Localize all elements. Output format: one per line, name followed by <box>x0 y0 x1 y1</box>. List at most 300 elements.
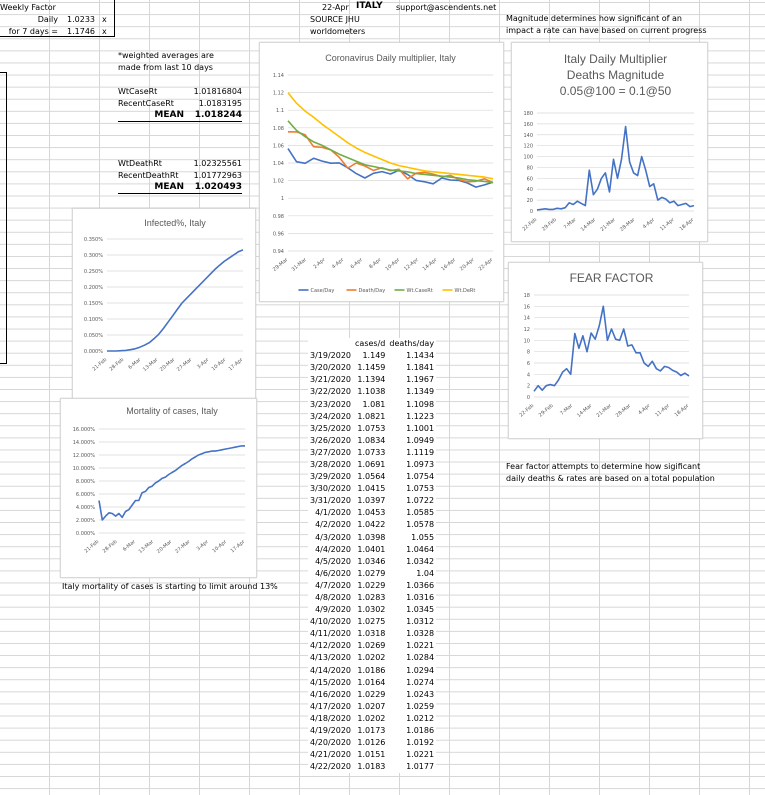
mean-death-label: MEAN <box>154 182 184 192</box>
mean-case-underline <box>118 121 242 122</box>
table-cell-date[interactable]: 4/15/2020 <box>310 677 352 687</box>
chart-daily-multiplier <box>259 42 504 302</box>
recent-death-value: 1.01772963 <box>193 171 242 180</box>
x-tick-label: 8-Apr <box>368 256 383 271</box>
legend-entry: Wt.DeRt <box>454 288 476 294</box>
weighted-note-1: *weighted averages are <box>118 51 214 60</box>
table-cell-date[interactable]: 4/17/2020 <box>310 701 352 711</box>
x-tick-label: 4-Apr <box>641 216 657 231</box>
y-tick-label: 14.000% <box>72 440 95 446</box>
x-tick-label: 2-Apr <box>312 256 327 271</box>
y-tick-label: 1.1 <box>276 108 284 115</box>
table-cell-date[interactable]: 3/28/2020 <box>310 459 352 469</box>
table-row <box>308 362 436 374</box>
fear-note-2: daily deaths & rates are based on a total population <box>506 474 715 483</box>
table-cell-deaths[interactable]: 1.0464 <box>406 544 435 554</box>
table-row <box>308 483 436 495</box>
chart-infected <box>72 208 256 402</box>
table-cell-cases[interactable]: 1.0279 <box>357 568 386 578</box>
table-cell-cases[interactable]: 1.0126 <box>357 738 386 748</box>
x-tick-label: 29-Feb <box>541 216 558 233</box>
table-cell-date[interactable]: 3/19/2020 <box>310 351 352 361</box>
table-row <box>308 459 436 471</box>
rates-table <box>308 338 436 773</box>
series-line-0 <box>534 306 689 391</box>
y-tick-label: 8 <box>526 349 530 356</box>
y-tick-label: 16.000% <box>72 427 95 433</box>
table-cell-cases[interactable]: 1.0229 <box>357 689 386 699</box>
table-cell-date[interactable]: 4/2/2020 <box>315 520 352 530</box>
chart-title: FEAR FACTOR <box>569 271 654 285</box>
y-tick-label: 0.350% <box>83 237 103 243</box>
table-row <box>308 423 436 435</box>
chart-subtitle1: Deaths Magnitude <box>566 68 665 82</box>
magnitude-note-2: impact a rate can have based on current progress <box>506 26 707 35</box>
legend-entry: Case/Day <box>310 288 335 294</box>
y-tick-label: 0.000% <box>83 349 103 355</box>
seven-days-label: for 7 days = <box>8 27 58 36</box>
mean-death-underline <box>118 193 242 194</box>
x-tick-label: 13-Mar <box>141 356 160 373</box>
series-line-3 <box>288 93 493 179</box>
legend-entry: Wt.CaseRt <box>406 288 433 294</box>
table-row <box>308 725 436 737</box>
y-tick-label: 1.14 <box>272 73 284 79</box>
table-row <box>308 713 436 725</box>
table-cell-cases[interactable]: 1.0173 <box>357 726 386 736</box>
table-cell-cases[interactable]: 1.0564 <box>357 472 386 482</box>
table-cell-deaths[interactable]: 1.0754 <box>406 472 435 482</box>
header-country: ITALY <box>356 1 383 11</box>
y-tick-label: 0.100% <box>83 317 103 323</box>
x-tick-label: 21-Feb <box>83 538 101 555</box>
table-cell-date[interactable]: 4/11/2020 <box>310 629 352 639</box>
y-tick-label: 0.98 <box>272 213 284 220</box>
table-cell-cases[interactable]: 1.1038 <box>357 387 386 397</box>
table-cell-cases[interactable]: 1.0275 <box>357 617 386 627</box>
table-cell-date[interactable]: 4/1/2020 <box>315 508 352 518</box>
table-cell-deaths[interactable]: 1.0177 <box>406 762 435 772</box>
table-row <box>308 592 436 604</box>
table-cell-date[interactable]: 4/7/2020 <box>315 580 352 590</box>
table-cell-deaths[interactable]: 1.1434 <box>406 351 435 361</box>
y-tick-label: 0 <box>526 395 530 401</box>
daily-value: 1.0233 <box>67 15 95 24</box>
table-cell-date[interactable]: 4/18/2020 <box>310 713 352 723</box>
table-cell-deaths[interactable]: 1.0312 <box>406 617 435 627</box>
x-tick-label: 14-Apr <box>421 256 439 273</box>
mean-case-label: MEAN <box>154 110 184 120</box>
y-tick-label: 180 <box>523 111 533 117</box>
table-cell-date[interactable]: 4/16/2020 <box>310 689 352 699</box>
table-cell-date[interactable]: 3/30/2020 <box>310 484 352 494</box>
table-cell-date[interactable]: 4/6/2020 <box>315 568 352 578</box>
table-cell-cases[interactable]: 1.0164 <box>357 677 386 687</box>
table-cell-date[interactable]: 4/8/2020 <box>315 593 352 603</box>
table-cell-date[interactable]: 3/20/2020 <box>310 363 352 373</box>
table-cell-cases[interactable]: 1.0834 <box>357 435 386 445</box>
y-tick-label: 4 <box>526 372 530 379</box>
table-header-deaths: deaths/day <box>389 339 435 349</box>
table-row <box>308 604 436 616</box>
y-tick-label: 0.050% <box>83 333 103 339</box>
mortality-note: Italy mortality of cases is starting to limit around 13% <box>62 582 278 591</box>
y-tick-label: 1.08 <box>272 125 284 132</box>
y-tick-label: 0.96 <box>272 231 284 238</box>
table-row <box>308 519 436 531</box>
table-cell-date[interactable]: 4/14/2020 <box>310 665 352 675</box>
table-cell-date[interactable]: 3/23/2020 <box>310 399 352 409</box>
table-row <box>308 495 436 507</box>
fear-note-1: Fear factor attempts to determine how sigificant <box>506 462 701 471</box>
table-row <box>308 737 436 749</box>
table-cell-cases[interactable]: 1.0422 <box>357 520 386 530</box>
y-tick-label: 1.12 <box>272 90 284 97</box>
y-tick-label: 0.150% <box>83 301 103 307</box>
table-cell-cases[interactable]: 1.1394 <box>357 375 386 385</box>
table-cell-deaths[interactable]: 1.0585 <box>406 508 435 518</box>
x-tick-label: 4-Apr <box>330 256 346 271</box>
y-tick-label: 0.94 <box>272 249 284 255</box>
left-bracket-border <box>0 72 7 364</box>
series-line-0 <box>107 250 243 351</box>
x-tick-label: 27-Mar <box>174 538 192 555</box>
x-tick-label: 22-Apr <box>477 256 495 273</box>
mean-death-value: 1.020493 <box>194 182 242 192</box>
x-tick-label: 13-Mar <box>137 538 156 555</box>
table-cell-date[interactable]: 3/21/2020 <box>310 375 352 385</box>
magnitude-note-1: Magnitude determines how significant of an <box>506 14 682 23</box>
table-cell-deaths[interactable]: 1.0722 <box>406 496 435 506</box>
x-tick-label: 22-Feb <box>521 216 539 233</box>
series-line-0 <box>537 127 694 210</box>
wt-case-value: 1.01816804 <box>193 87 242 96</box>
table-cell-cases[interactable]: 1.0318 <box>357 629 386 639</box>
table-row <box>308 507 436 519</box>
table-cell-deaths[interactable]: 1.0284 <box>406 653 435 663</box>
table-cell-cases[interactable]: 1.0397 <box>357 496 386 506</box>
table-cell-cases[interactable]: 1.0207 <box>357 701 386 711</box>
seven-days-unit: x <box>102 27 107 36</box>
header-source2: worldometers <box>310 27 366 36</box>
table-cell-deaths[interactable]: 1.0949 <box>406 435 435 445</box>
x-tick-label: 29-Mar <box>271 256 290 273</box>
y-tick-label: 80 <box>526 165 533 172</box>
table-row <box>308 471 436 483</box>
x-tick-label: 14-Mar <box>576 402 594 419</box>
table-row <box>308 374 436 386</box>
table-cell-cases[interactable]: 1.0186 <box>357 665 386 675</box>
x-tick-label: 20-Mar <box>158 356 177 373</box>
table-cell-deaths[interactable]: 1.0243 <box>406 689 435 699</box>
table-row <box>308 411 436 423</box>
chart-fear-factor-svg <box>509 263 702 438</box>
table-row <box>308 701 436 713</box>
x-tick-label: 10-Apr <box>211 538 229 555</box>
x-tick-label: 6-Mar <box>121 538 137 553</box>
chart-mortality <box>60 398 257 578</box>
table-cell-date[interactable]: 3/29/2020 <box>310 472 352 482</box>
table-cell-deaths[interactable]: 1.0366 <box>406 580 435 590</box>
x-tick-label: 6-Mar <box>127 356 143 371</box>
table-row <box>308 616 436 628</box>
table-cell-date[interactable]: 3/26/2020 <box>310 435 352 445</box>
table-cell-deaths[interactable]: 1.04 <box>416 568 435 578</box>
table-cell-deaths[interactable]: 1.0259 <box>406 701 435 711</box>
table-cell-deaths[interactable]: 1.0274 <box>406 677 435 687</box>
table-cell-deaths[interactable]: 1.0328 <box>406 629 435 639</box>
y-tick-label: 0.300% <box>83 253 103 259</box>
table-cell-date[interactable]: 4/5/2020 <box>315 556 352 566</box>
header-email[interactable]: support@ascendents.net <box>396 3 497 12</box>
table-cell-date[interactable]: 3/24/2020 <box>310 411 352 421</box>
table-row <box>308 665 436 677</box>
chart-magnitude-svg <box>512 43 707 241</box>
chart-fear-factor <box>508 262 703 439</box>
weighted-note-2: made from last 10 days <box>118 63 213 72</box>
table-row <box>308 580 436 592</box>
x-tick-label: 11-Apr <box>658 216 676 233</box>
mean-case-value: 1.018244 <box>194 110 242 120</box>
y-tick-label: 14 <box>523 315 530 322</box>
table-cell-date[interactable]: 4/9/2020 <box>315 605 352 615</box>
table-cell-cases[interactable]: 1.0346 <box>357 556 386 566</box>
weekly-border-bottom <box>0 36 115 37</box>
table-row <box>308 640 436 652</box>
table-cell-deaths[interactable]: 1.1967 <box>406 375 435 385</box>
x-tick-label: 17-Apr <box>227 356 245 373</box>
y-tick-label: 12 <box>523 327 530 333</box>
x-tick-label: 18-Apr <box>678 216 696 233</box>
table-cell-deaths[interactable]: 1.0753 <box>406 484 435 494</box>
y-tick-label: 1.04 <box>272 161 284 167</box>
x-tick-label: 21-Mar <box>595 402 613 419</box>
table-cell-deaths[interactable]: 1.0221 <box>406 641 435 651</box>
x-tick-label: 17-Apr <box>229 538 247 555</box>
series-line-0 <box>288 149 493 188</box>
table-row <box>308 689 436 701</box>
table-cell-cases[interactable]: 1.0415 <box>357 484 386 494</box>
x-tick-label: 22-Feb <box>518 402 536 419</box>
table-row <box>308 568 436 580</box>
table-cell-cases[interactable]: 1.0453 <box>357 508 386 518</box>
table-row <box>308 652 436 664</box>
chart-infected-svg <box>73 209 255 401</box>
table-cell-deaths[interactable]: 1.055 <box>411 532 435 542</box>
table-header-blank <box>308 338 353 350</box>
table-cell-cases[interactable]: 1.149 <box>362 351 386 361</box>
table-row <box>308 447 436 459</box>
table-row <box>308 677 436 689</box>
table-cell-deaths[interactable]: 1.0345 <box>406 605 435 615</box>
x-tick-label: 21-Feb <box>91 356 109 373</box>
table-cell-deaths[interactable]: 1.0294 <box>406 665 435 675</box>
recent-death-label: RecentDeathRt <box>118 171 179 180</box>
table-cell-date[interactable]: 4/13/2020 <box>310 653 352 663</box>
table-row <box>308 556 436 568</box>
seven-days-value: 1.1746 <box>67 27 95 36</box>
x-tick-label: 12-Apr <box>403 256 420 273</box>
daily-unit: x <box>102 15 107 24</box>
table-row <box>308 398 436 410</box>
table-cell-date[interactable]: 4/21/2020 <box>310 750 352 760</box>
daily-label: Daily <box>37 15 58 24</box>
table-cell-date[interactable]: 4/20/2020 <box>310 738 352 748</box>
x-tick-label: 3-Apr <box>196 356 211 371</box>
x-tick-label: 10-Apr <box>210 356 228 373</box>
table-row <box>308 532 436 544</box>
chart-title: Italy Daily Multiplier <box>563 52 668 66</box>
chart-daily-multiplier-svg <box>260 43 503 301</box>
table-row <box>308 761 436 773</box>
y-tick-label: 0.250% <box>83 269 103 275</box>
table-cell-date[interactable]: 3/22/2020 <box>310 387 352 397</box>
table-cell-deaths[interactable]: 1.0192 <box>406 738 435 748</box>
table-cell-deaths[interactable]: 1.0186 <box>406 726 435 736</box>
table-cell-deaths[interactable]: 1.0578 <box>406 520 435 530</box>
series-line-0 <box>99 446 245 520</box>
x-tick-label: 4-Apr <box>637 402 652 417</box>
y-tick-label: 1 <box>280 196 284 203</box>
table-cell-cases[interactable]: 1.0202 <box>357 653 386 663</box>
y-tick-label: 100 <box>523 154 533 161</box>
table-cell-deaths[interactable]: 1.1098 <box>406 399 435 409</box>
table-cell-cases[interactable]: 1.0151 <box>357 750 386 760</box>
y-tick-label: 8.000% <box>75 479 95 485</box>
y-tick-label: 0.000% <box>75 531 95 537</box>
table-cell-date[interactable]: 4/4/2020 <box>315 544 352 554</box>
table-header-cases: cases/d <box>355 339 386 349</box>
table-cell-cases[interactable]: 1.0229 <box>357 580 386 590</box>
wt-death-label: WtDeathRt <box>118 159 162 168</box>
wt-death-value: 1.02325561 <box>193 159 242 168</box>
table-cell-date[interactable]: 4/22/2020 <box>310 762 352 772</box>
table-row <box>308 386 436 398</box>
table-cell-date[interactable]: 4/19/2020 <box>310 726 352 736</box>
weekly-border-right <box>114 0 115 36</box>
table-cell-cases[interactable]: 1.0733 <box>357 447 386 457</box>
y-tick-label: 120 <box>523 143 533 150</box>
y-tick-label: 0.200% <box>83 285 103 291</box>
x-tick-label: 27-Mar <box>175 356 194 373</box>
table-cell-cases[interactable]: 1.0691 <box>357 459 386 469</box>
recent-case-label: RecentCaseRt <box>118 99 174 108</box>
y-tick-label: 2 <box>526 383 530 390</box>
table-cell-deaths[interactable]: 1.0316 <box>406 593 435 603</box>
weekly-factor-label: Weekly Factor <box>0 3 56 12</box>
x-tick-label: 11-Apr <box>654 402 671 419</box>
chart-subtitle2: 0.05@100 = 0.1@50 <box>559 84 672 98</box>
table-cell-cases[interactable]: 1.0753 <box>357 423 386 433</box>
x-tick-label: 7-Mar <box>562 216 578 231</box>
table-cell-deaths[interactable]: 1.0221 <box>406 750 435 760</box>
y-tick-label: 1.06 <box>272 143 284 150</box>
x-tick-label: 18-Apr <box>673 402 691 419</box>
chart-title: Infected%, Italy <box>144 218 206 228</box>
table-cell-deaths[interactable]: 1.0973 <box>406 459 435 469</box>
table-cell-cases[interactable]: 1.1459 <box>357 363 386 373</box>
table-cell-cases[interactable]: 1.0401 <box>357 544 386 554</box>
table-cell-cases[interactable]: 1.0269 <box>357 641 386 651</box>
table-cell-date[interactable]: 4/10/2020 <box>310 617 352 627</box>
x-tick-label: 31-Mar <box>290 256 308 273</box>
x-tick-label: 16-Apr <box>440 256 458 273</box>
x-tick-label: 29-Feb <box>537 402 555 419</box>
table-cell-deaths[interactable]: 1.0342 <box>406 556 435 566</box>
x-tick-label: 3-Apr <box>195 538 210 553</box>
table-cell-cases[interactable]: 1.0183 <box>357 762 386 772</box>
table-cell-cases[interactable]: 1.0398 <box>357 532 386 542</box>
chart-mortality-svg <box>61 399 256 577</box>
y-tick-label: 20 <box>526 198 533 205</box>
table-cell-cases[interactable]: 1.0283 <box>357 593 386 603</box>
x-tick-label: 7-Mar <box>559 402 575 417</box>
y-tick-label: 12.000% <box>72 453 95 459</box>
legend-entry: Death/Day <box>358 288 386 294</box>
x-tick-label: 20-Apr <box>458 256 476 273</box>
table-cell-deaths[interactable]: 1.1119 <box>406 447 435 457</box>
chart-magnitude <box>511 42 708 242</box>
y-tick-label: 140 <box>523 132 533 139</box>
y-tick-label: 1.02 <box>272 178 284 185</box>
header-source: SOURCE JHU <box>310 15 360 24</box>
table-cell-deaths[interactable]: 1.1349 <box>406 387 435 397</box>
table-cell-deaths[interactable]: 1.1223 <box>406 411 435 421</box>
x-tick-label: 14-Mar <box>579 216 598 233</box>
table-cell-cases[interactable]: 1.0302 <box>357 605 386 615</box>
y-tick-label: 40 <box>526 187 533 194</box>
table-row <box>308 544 436 556</box>
y-tick-label: 0 <box>529 209 533 215</box>
x-tick-label: 6-Apr <box>349 256 364 271</box>
y-tick-label: 60 <box>526 176 533 183</box>
y-tick-label: 6.000% <box>75 492 95 498</box>
table-cell-deaths[interactable]: 1.1001 <box>406 423 435 433</box>
table-cell-date[interactable]: 3/31/2020 <box>310 496 352 506</box>
header-date: 22-Apr <box>322 3 349 12</box>
table-row <box>308 350 436 362</box>
table-cell-cases[interactable]: 1.081 <box>362 399 386 409</box>
y-tick-label: 160 <box>523 121 533 128</box>
table-cell-cases[interactable]: 1.0821 <box>357 411 386 421</box>
table-row <box>308 435 436 447</box>
recent-case-value: 1.0183195 <box>198 99 242 108</box>
table-cell-deaths[interactable]: 1.0212 <box>406 713 435 723</box>
table-cell-date[interactable]: 4/3/2020 <box>315 532 352 542</box>
x-tick-label: 28-Mar <box>619 216 637 233</box>
table-cell-date[interactable]: 3/25/2020 <box>310 423 352 433</box>
y-tick-label: 10.000% <box>72 466 95 472</box>
x-tick-label: 28-Feb <box>108 356 126 373</box>
x-tick-label: 20-Mar <box>155 538 174 555</box>
x-tick-label: 28-Mar <box>614 402 633 419</box>
y-tick-label: 16 <box>523 304 530 311</box>
table-cell-date[interactable]: 3/27/2020 <box>310 447 352 457</box>
table-row <box>308 628 436 640</box>
x-tick-label: 28-Feb <box>101 538 119 555</box>
x-tick-label: 10-Apr <box>384 256 402 273</box>
y-tick-label: 2.000% <box>75 518 95 524</box>
wt-case-label: WtCaseRt <box>118 87 158 96</box>
table-cell-deaths[interactable]: 1.1841 <box>406 363 435 373</box>
y-tick-label: 6 <box>526 361 530 367</box>
y-tick-label: 4.000% <box>75 505 95 511</box>
y-tick-label: 10 <box>523 338 530 345</box>
table-cell-date[interactable]: 4/12/2020 <box>310 641 352 651</box>
table-cell-cases[interactable]: 1.0202 <box>357 713 386 723</box>
x-tick-label: 21-Mar <box>599 216 617 233</box>
chart-title: Mortality of cases, Italy <box>126 406 218 416</box>
